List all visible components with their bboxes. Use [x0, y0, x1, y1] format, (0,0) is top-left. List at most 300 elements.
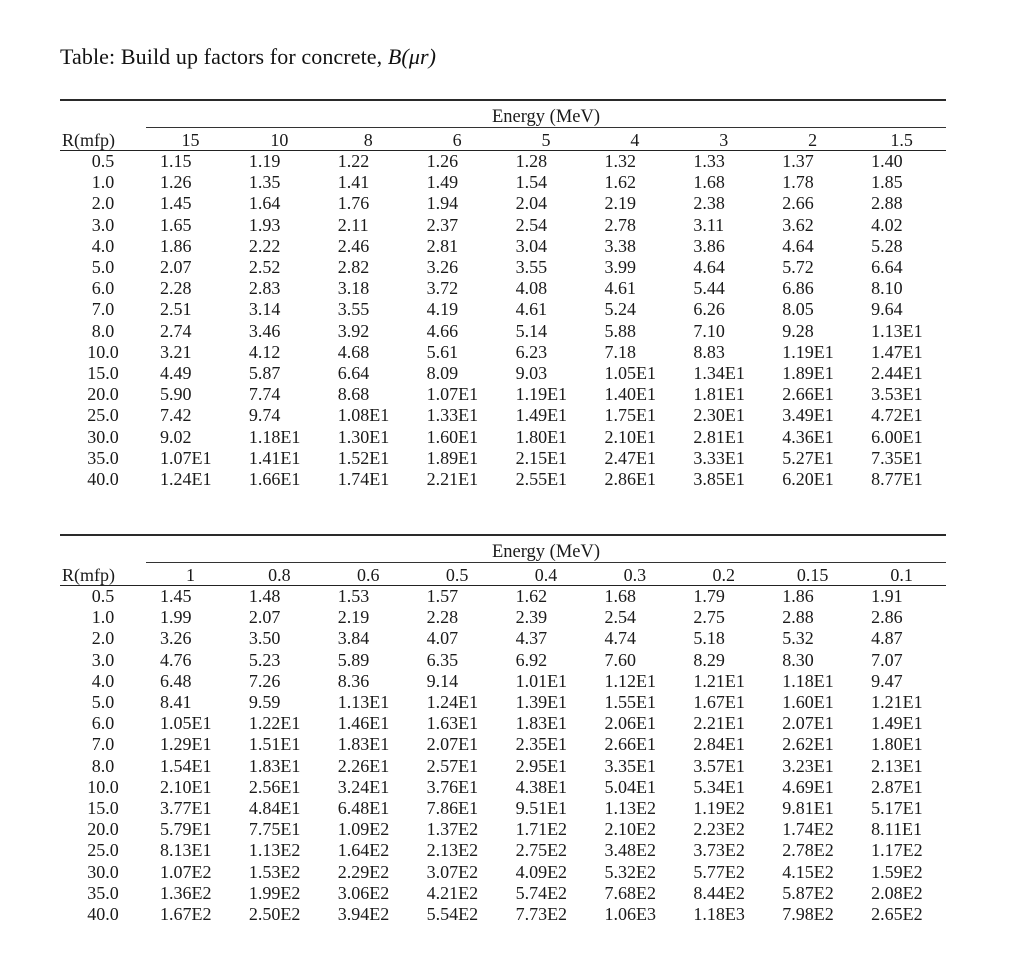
- buildup-value-cell: 1.21E1: [871, 692, 923, 713]
- buildup-value-cell: 4.08: [515, 278, 548, 299]
- buildup-value-cell: 1.28: [515, 151, 548, 171]
- buildup-value-cell: 2.07: [248, 607, 281, 628]
- buildup-value-cell: 1.60E1: [782, 692, 834, 713]
- buildup-value-cell: 1.81E1: [693, 384, 745, 405]
- buildup-value-cell: 8.13E1: [160, 840, 212, 861]
- buildup-value-cell: 1.86: [160, 235, 192, 256]
- buildup-value-cell: 9.51E1: [515, 798, 568, 819]
- buildup-value-cell: 1.74E1: [337, 469, 390, 490]
- buildup-value-cell: 9.81E1: [782, 798, 834, 819]
- buildup-value-cell: 4.21E2: [426, 882, 479, 903]
- buildup-value-cell: 1.47E1: [871, 341, 923, 362]
- buildup-value-cell: 6.35: [426, 649, 459, 670]
- energy-column-header: 10: [235, 128, 324, 151]
- column-header-row: [60, 563, 946, 586]
- buildup-value-cell: 2.83: [248, 278, 281, 299]
- buildup-value-cell: 3.72: [426, 278, 459, 299]
- buildup-value-cell: 4.68: [337, 341, 370, 362]
- buildup-value-cell: 1.18E1: [782, 670, 834, 691]
- table-row: [60, 756, 946, 777]
- buildup-value-cell: 1.45: [160, 193, 192, 214]
- buildup-value-cell: 4.37: [515, 628, 548, 649]
- buildup-value-cell: 2.44E1: [871, 363, 923, 384]
- buildup-value-cell: 2.19: [604, 193, 636, 214]
- r-mfp-cell: 7.0: [91, 299, 115, 320]
- buildup-value-cell: 7.10: [693, 320, 725, 341]
- r-mfp-cell: 25.0: [87, 405, 119, 426]
- buildup-value-cell: 5.14: [515, 320, 548, 341]
- buildup-value-cell: 7.98E2: [782, 904, 834, 925]
- buildup-value-cell: 1.13E1: [871, 320, 923, 341]
- buildup-value-cell: 3.23E1: [782, 755, 834, 776]
- buildup-value-cell: 4.07: [426, 628, 459, 649]
- buildup-value-cell: 1.26: [160, 172, 192, 193]
- buildup-value-cell: 9.28: [782, 320, 814, 341]
- r-mfp-cell: 20.0: [87, 819, 119, 840]
- buildup-value-cell: 5.34E1: [693, 776, 745, 797]
- buildup-value-cell: 1.09E2: [337, 819, 390, 840]
- buildup-value-cell: 2.54: [515, 214, 548, 235]
- buildup-value-cell: 1.21E1: [693, 670, 745, 691]
- buildup-value-cell: 5.17E1: [871, 798, 923, 819]
- r-mfp-cell: 8.0: [91, 320, 115, 341]
- buildup-value-cell: 5.77E2: [693, 861, 745, 882]
- buildup-value-cell: 1.57: [426, 586, 459, 606]
- buildup-value-cell: 2.10E2: [604, 819, 656, 840]
- buildup-value-cell: 6.64: [871, 257, 903, 278]
- r-mfp-cell: 40.0: [87, 469, 119, 490]
- buildup-value-cell: 7.75E1: [248, 819, 301, 840]
- buildup-value-cell: 7.68E2: [604, 882, 656, 903]
- column-header-row: [60, 128, 946, 151]
- buildup-value-cell: 3.50: [248, 628, 281, 649]
- buildup-value-cell: 2.66: [782, 193, 814, 214]
- buildup-value-cell: 4.64: [693, 257, 725, 278]
- buildup-value-cell: 4.87: [871, 628, 903, 649]
- buildup-value-cell: 5.88: [604, 320, 636, 341]
- buildup-value-cell: 5.90: [160, 384, 192, 405]
- buildup-value-cell: 1.19E2: [693, 798, 745, 819]
- buildup-value-cell: 2.56E1: [248, 776, 301, 797]
- buildup-value-cell: 4.09E2: [515, 861, 568, 882]
- buildup-value-cell: 3.49E1: [782, 405, 834, 426]
- buildup-value-cell: 1.85: [871, 172, 903, 193]
- buildup-value-cell: 3.94E2: [337, 904, 390, 925]
- r-mfp-cell: 8.0: [91, 755, 115, 776]
- r-mfp-cell: 30.0: [87, 426, 119, 447]
- table-row: [60, 215, 946, 236]
- buildup-value-cell: 1.40: [871, 151, 903, 171]
- buildup-value-cell: 3.73E2: [693, 840, 745, 861]
- energy-column-header: 0.4: [502, 563, 591, 586]
- buildup-value-cell: 1.19: [248, 151, 281, 171]
- buildup-value-cell: 1.51E1: [248, 734, 301, 755]
- buildup-value-cell: 2.62E1: [782, 734, 834, 755]
- buildup-value-cell: 9.47: [871, 670, 903, 691]
- buildup-value-cell: 2.95E1: [515, 755, 568, 776]
- buildup-value-cell: 4.84E1: [248, 798, 301, 819]
- table-row: [60, 650, 946, 671]
- table-row: [60, 427, 946, 448]
- r-mfp-cell: 2.0: [91, 628, 115, 649]
- energy-column-header: 15: [146, 128, 235, 151]
- buildup-value-cell: 3.35E1: [604, 755, 656, 776]
- buildup-value-cell: 1.05E1: [604, 363, 656, 384]
- buildup-value-cell: 1.75E1: [604, 405, 656, 426]
- buildup-value-cell: 4.61: [604, 278, 636, 299]
- table-row: [60, 607, 946, 628]
- buildup-value-cell: 2.13E1: [871, 755, 923, 776]
- buildup-value-cell: 1.34E1: [693, 363, 745, 384]
- energy-column-header: 0.3: [590, 563, 679, 586]
- buildup-value-cell: 5.74E2: [515, 882, 568, 903]
- buildup-value-cell: 2.30E1: [693, 405, 745, 426]
- energy-column-header: 0.2: [679, 563, 768, 586]
- buildup-value-cell: 1.13E1: [337, 692, 390, 713]
- buildup-value-cell: 2.52: [248, 257, 281, 278]
- buildup-value-cell: 1.83E1: [337, 734, 390, 755]
- table-row: [60, 321, 946, 342]
- buildup-value-cell: 2.06E1: [604, 713, 656, 734]
- buildup-value-cell: 1.99: [160, 607, 192, 628]
- buildup-value-cell: 1.74E2: [782, 819, 834, 840]
- buildup-value-cell: 2.50E2: [248, 904, 301, 925]
- buildup-value-cell: 1.76: [337, 193, 370, 214]
- buildup-value-cell: 6.00E1: [871, 426, 923, 447]
- buildup-value-cell: 7.18: [604, 341, 636, 362]
- buildup-value-cell: 5.87: [248, 363, 281, 384]
- row-label-header: R(mfp): [60, 563, 146, 586]
- buildup-value-cell: 5.24: [604, 299, 636, 320]
- buildup-value-cell: 2.86: [871, 607, 903, 628]
- buildup-value-cell: 2.28: [426, 607, 459, 628]
- energy-column-header: 0.15: [768, 563, 857, 586]
- buildup-value-cell: 1.45: [160, 586, 192, 606]
- table-row: [60, 342, 946, 363]
- buildup-value-cell: 3.11: [693, 214, 725, 235]
- buildup-value-cell: 7.73E2: [515, 904, 568, 925]
- buildup-value-cell: 5.32: [782, 628, 814, 649]
- buildup-value-cell: 1.05E1: [160, 713, 212, 734]
- buildup-value-cell: 3.06E2: [337, 882, 390, 903]
- buildup-value-cell: 1.22: [337, 151, 370, 171]
- buildup-value-cell: 2.54: [604, 607, 636, 628]
- buildup-value-cell: 1.65: [160, 214, 192, 235]
- table-row: [60, 363, 946, 384]
- buildup-value-cell: 6.48E1: [337, 798, 390, 819]
- buildup-value-cell: 2.84E1: [693, 734, 745, 755]
- buildup-value-cell: 1.24E1: [160, 469, 212, 490]
- buildup-value-cell: 4.74: [604, 628, 636, 649]
- buildup-value-cell: 6.86: [782, 278, 814, 299]
- buildup-value-cell: 1.89E1: [426, 447, 479, 468]
- buildup-value-cell: 1.37E2: [426, 819, 479, 840]
- buildup-value-cell: 1.94: [426, 193, 459, 214]
- buildup-value-cell: 3.92: [337, 320, 370, 341]
- buildup-value-cell: 1.79: [693, 586, 725, 606]
- buildup-value-cell: 3.21: [160, 341, 192, 362]
- buildup-value-cell: 4.19: [426, 299, 459, 320]
- table-row: [60, 777, 946, 798]
- energy-group-row: [60, 540, 946, 563]
- buildup-value-cell: 3.14: [248, 299, 281, 320]
- buildup-value-cell: 9.59: [248, 692, 281, 713]
- buildup-value-cell: 3.46: [248, 320, 281, 341]
- table-row: [60, 904, 946, 925]
- table-row: [60, 299, 946, 320]
- r-mfp-cell: 10.0: [87, 776, 119, 797]
- r-mfp-cell: 4.0: [91, 235, 115, 256]
- energy-column-header: 4: [590, 128, 679, 151]
- energy-column-header: 3: [679, 128, 768, 151]
- table-row: [60, 278, 946, 299]
- buildup-value-cell: 6.23: [515, 341, 548, 362]
- table-row: [60, 469, 946, 490]
- buildup-value-cell: 5.28: [871, 235, 903, 256]
- r-mfp-cell: 7.0: [91, 734, 115, 755]
- buildup-value-cell: 1.07E1: [160, 447, 212, 468]
- buildup-value-cell: 2.28: [160, 278, 192, 299]
- r-mfp-cell: 6.0: [91, 278, 115, 299]
- r-mfp-cell: 2.0: [91, 193, 115, 214]
- buildup-value-cell: 5.89: [337, 649, 370, 670]
- buildup-value-cell: 1.18E3: [693, 904, 745, 925]
- energy-column-header: 0.1: [857, 563, 946, 586]
- buildup-value-cell: 4.64: [782, 235, 814, 256]
- buildup-value-cell: 5.32E2: [604, 861, 656, 882]
- r-mfp-cell: 15.0: [87, 798, 119, 819]
- buildup-value-cell: 1.54: [515, 172, 548, 193]
- buildup-value-cell: 1.19E1: [515, 384, 568, 405]
- buildup-value-cell: 1.89E1: [782, 363, 834, 384]
- caption-math: B(μr): [387, 44, 437, 69]
- buildup-value-cell: 6.48: [160, 670, 192, 691]
- buildup-value-cell: 2.75: [693, 607, 725, 628]
- buildup-value-cell: 3.48E2: [604, 840, 656, 861]
- buildup-value-cell: 1.40E1: [604, 384, 656, 405]
- table-caption: [60, 44, 436, 70]
- buildup-value-cell: 5.61: [426, 341, 459, 362]
- buildup-value-cell: 2.26E1: [337, 755, 390, 776]
- r-mfp-cell: 40.0: [87, 904, 119, 925]
- r-mfp-cell: 6.0: [91, 713, 115, 734]
- buildup-value-cell: 3.55: [515, 257, 548, 278]
- buildup-value-cell: 5.72: [782, 257, 814, 278]
- buildup-value-cell: 4.66: [426, 320, 459, 341]
- buildup-value-cell: 5.04E1: [604, 776, 656, 797]
- buildup-value-cell: 1.30E1: [337, 426, 390, 447]
- buildup-value-cell: 1.19E1: [782, 341, 834, 362]
- buildup-value-cell: 2.21E1: [693, 713, 745, 734]
- buildup-value-cell: 3.99: [604, 257, 636, 278]
- buildup-value-cell: 1.13E2: [604, 798, 656, 819]
- buildup-value-cell: 9.64: [871, 299, 903, 320]
- buildup-value-cell: 1.06E3: [604, 904, 656, 925]
- r-mfp-cell: 5.0: [91, 257, 115, 278]
- group-blank-cell: [60, 105, 146, 128]
- buildup-value-cell: 9.02: [160, 426, 192, 447]
- buildup-value-cell: 1.54E1: [160, 755, 212, 776]
- buildup-value-cell: 4.02: [871, 214, 903, 235]
- table-row: [60, 193, 946, 214]
- buildup-value-cell: 1.39E1: [515, 692, 568, 713]
- table-row: [60, 840, 946, 861]
- buildup-value-cell: 1.07E2: [160, 861, 212, 882]
- r-mfp-cell: 10.0: [87, 341, 119, 362]
- buildup-value-cell: 1.63E1: [426, 713, 479, 734]
- table-row: [60, 862, 946, 883]
- buildup-value-cell: 1.71E2: [515, 819, 568, 840]
- r-mfp-cell: 35.0: [87, 882, 119, 903]
- r-mfp-cell: 25.0: [87, 840, 119, 861]
- buildup-value-cell: 1.37: [782, 151, 814, 171]
- buildup-value-cell: 3.53E1: [871, 384, 923, 405]
- buildup-value-cell: 2.78: [604, 214, 636, 235]
- buildup-value-cell: 1.62: [515, 586, 548, 606]
- energy-column-header: 1.5: [857, 128, 946, 151]
- table-row: [60, 172, 946, 193]
- buildup-value-cell: 1.07E1: [426, 384, 479, 405]
- buildup-value-cell: 1.59E2: [871, 861, 923, 882]
- buildup-value-cell: 1.53E2: [248, 861, 301, 882]
- r-mfp-cell: 0.5: [91, 151, 115, 171]
- buildup-value-cell: 1.29E1: [160, 734, 212, 755]
- buildup-value-cell: 2.57E1: [426, 755, 479, 776]
- r-mfp-cell: 30.0: [87, 861, 119, 882]
- buildup-value-cell: 1.67E2: [160, 904, 212, 925]
- buildup-value-cell: 2.19: [337, 607, 370, 628]
- buildup-value-cell: 2.66E1: [604, 734, 656, 755]
- buildup-value-cell: 6.20E1: [782, 469, 834, 490]
- buildup-value-cell: 1.86: [782, 586, 814, 606]
- buildup-value-cell: 7.26: [248, 670, 281, 691]
- buildup-value-cell: 3.18: [337, 278, 370, 299]
- buildup-value-cell: 7.74: [248, 384, 281, 405]
- buildup-value-cell: 1.80E1: [871, 734, 923, 755]
- buildup-value-cell: 8.68: [337, 384, 370, 405]
- buildup-value-cell: 2.39: [515, 607, 548, 628]
- energy-column-header: 2: [768, 128, 857, 151]
- buildup-value-cell: 2.07E1: [426, 734, 479, 755]
- r-mfp-cell: 1.0: [91, 607, 115, 628]
- buildup-value-cell: 1.83E1: [515, 713, 568, 734]
- buildup-value-cell: 1.12E1: [604, 670, 656, 691]
- energy-column-header: 6: [413, 128, 502, 151]
- buildup-value-cell: 4.38E1: [515, 776, 568, 797]
- table-row: [60, 586, 946, 608]
- buildup-table-high-energy: [60, 99, 946, 490]
- buildup-value-cell: 1.46E1: [337, 713, 390, 734]
- buildup-value-cell: 8.44E2: [693, 882, 745, 903]
- buildup-value-cell: 4.15E2: [782, 861, 834, 882]
- buildup-value-cell: 4.76: [160, 649, 192, 670]
- buildup-value-cell: 2.88: [782, 607, 814, 628]
- buildup-value-cell: 2.55E1: [515, 469, 568, 490]
- buildup-value-cell: 1.62: [604, 172, 636, 193]
- buildup-value-cell: 2.47E1: [604, 447, 656, 468]
- buildup-value-cell: 2.15E1: [515, 447, 568, 468]
- buildup-value-cell: 2.08E2: [871, 882, 923, 903]
- buildup-value-cell: 2.37: [426, 214, 459, 235]
- buildup-value-cell: 3.62: [782, 214, 814, 235]
- buildup-value-cell: 2.75E2: [515, 840, 568, 861]
- buildup-value-cell: 2.46: [337, 235, 370, 256]
- buildup-value-cell: 4.61: [515, 299, 548, 320]
- buildup-value-cell: 6.92: [515, 649, 548, 670]
- buildup-value-cell: 1.67E1: [693, 692, 745, 713]
- buildup-value-cell: 8.11E1: [871, 819, 922, 840]
- buildup-value-cell: 3.04: [515, 235, 548, 256]
- buildup-value-cell: 3.86: [693, 235, 725, 256]
- buildup-value-cell: 5.27E1: [782, 447, 834, 468]
- buildup-value-cell: 2.07E1: [782, 713, 834, 734]
- buildup-value-cell: 7.35E1: [871, 447, 923, 468]
- group-blank-cell: [60, 540, 146, 563]
- buildup-value-cell: 2.22: [248, 235, 281, 256]
- buildup-value-cell: 8.10: [871, 278, 903, 299]
- buildup-value-cell: 5.18: [693, 628, 725, 649]
- table-row: [60, 734, 946, 755]
- buildup-value-cell: 3.55: [337, 299, 370, 320]
- buildup-value-cell: 1.53: [337, 586, 370, 606]
- r-mfp-cell: 3.0: [91, 649, 115, 670]
- table-row: [60, 257, 946, 278]
- buildup-value-cell: 1.66E1: [248, 469, 301, 490]
- buildup-value-cell: 1.64: [248, 193, 281, 214]
- buildup-value-cell: 2.81E1: [693, 426, 745, 447]
- buildup-value-cell: 2.10E1: [160, 776, 212, 797]
- buildup-value-cell: 1.78: [782, 172, 814, 193]
- buildup-value-cell: 2.74: [160, 320, 192, 341]
- buildup-value-cell: 8.29: [693, 649, 725, 670]
- buildup-value-cell: 8.83: [693, 341, 725, 362]
- table-row: [60, 692, 946, 713]
- buildup-value-cell: 1.24E1: [426, 692, 479, 713]
- buildup-value-cell: 5.79E1: [160, 819, 212, 840]
- buildup-value-cell: 1.35: [248, 172, 281, 193]
- buildup-value-cell: 1.33: [693, 151, 725, 171]
- energy-column-header: 0.6: [324, 563, 413, 586]
- buildup-value-cell: 1.91: [871, 586, 903, 606]
- buildup-value-cell: 3.26: [426, 257, 459, 278]
- buildup-value-cell: 1.68: [604, 586, 636, 606]
- buildup-value-cell: 3.84: [337, 628, 370, 649]
- buildup-value-cell: 4.49: [160, 363, 192, 384]
- r-mfp-cell: 1.0: [91, 172, 115, 193]
- buildup-value-cell: 3.76E1: [426, 776, 479, 797]
- buildup-value-cell: 4.12: [248, 341, 281, 362]
- buildup-value-cell: 3.33E1: [693, 447, 745, 468]
- buildup-value-cell: 2.23E2: [693, 819, 745, 840]
- buildup-value-cell: 8.41: [160, 692, 192, 713]
- buildup-value-cell: 2.88: [871, 193, 903, 214]
- buildup-value-cell: 1.08E1: [337, 405, 390, 426]
- buildup-value-cell: 8.05: [782, 299, 814, 320]
- buildup-value-cell: 2.82: [337, 257, 370, 278]
- buildup-value-cell: 1.99E2: [248, 882, 301, 903]
- buildup-value-cell: 1.64E2: [337, 840, 390, 861]
- buildup-value-cell: 1.55E1: [604, 692, 656, 713]
- table-row: [60, 883, 946, 904]
- buildup-value-cell: 1.48: [248, 586, 281, 606]
- buildup-value-cell: 1.41E1: [248, 447, 301, 468]
- energy-column-header: 8: [324, 128, 413, 151]
- buildup-value-cell: 1.60E1: [426, 426, 479, 447]
- buildup-value-cell: 2.65E2: [871, 904, 923, 925]
- table-row: [60, 236, 946, 257]
- table-row: [60, 628, 946, 649]
- buildup-value-cell: 5.44: [693, 278, 725, 299]
